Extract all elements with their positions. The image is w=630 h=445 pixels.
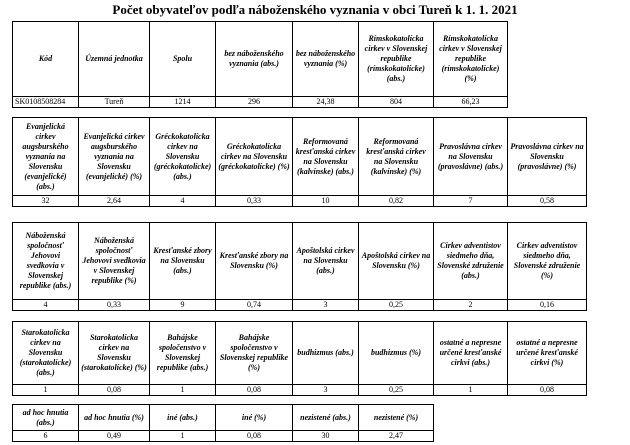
header-cell: Kresťanské zbory na Slovensku (abs.) [150, 223, 216, 300]
table-block-2 [12, 117, 587, 207]
value-row [13, 196, 587, 207]
header-cell: Gréckokatolícka cirkev na Slovensku (gréckokatolícke) (abs.) [150, 118, 216, 196]
header-cell: Pravoslávna cirkev na Slovensku (pravoslávne) (abs.) [434, 118, 508, 196]
value-cell: 2,64 [79, 196, 150, 207]
header-cell: Kresťanské zbory na Slovensku (%) [216, 223, 293, 300]
value-cell: 804 [359, 97, 434, 108]
value-row [13, 300, 587, 311]
header-cell: ad hoc hnutia (%) [79, 405, 150, 431]
value-cell: 6 [13, 431, 79, 442]
header-row [13, 223, 587, 300]
header-cell: Cirkev adventistov siedmeho dňa, Slovenské združenie (%) [508, 223, 587, 300]
value-cell: 1 [150, 431, 216, 442]
header-cell: Kód [13, 22, 79, 97]
value-cell: 32 [13, 196, 79, 207]
header-cell: Evanjelická cirkev augsburského vyznania na Slovensku (evanjelické) (abs.) [13, 118, 79, 196]
value-cell: 0,33 [79, 300, 150, 311]
value-cell: 2 [434, 300, 508, 311]
header-cell: nezistené (abs.) [293, 405, 359, 431]
value-cell: 0,33 [216, 196, 293, 207]
header-cell: Pravoslávna cirkev na Slovensku (pravoslávne) (%) [508, 118, 587, 196]
value-cell: 0,16 [508, 300, 587, 311]
header-cell: Rímskokatolícka cirkev v Slovenskej republike (rímskokatolícke) (abs.) [359, 22, 434, 97]
header-cell: Evanjelická cirkev augsburského vyznania na Slovensku (evanjelické) (%) [79, 118, 150, 196]
value-row [13, 431, 434, 442]
value-cell: 1 [434, 385, 508, 396]
value-cell: 9 [150, 300, 216, 311]
table-block-3 [12, 222, 587, 311]
header-cell: iné (abs.) [150, 405, 216, 431]
header-row [13, 322, 587, 385]
value-cell: 0,08 [79, 385, 150, 396]
header-cell: Starokatolícka cirkev na Slovensku (starokatolícke) (%) [79, 322, 150, 385]
value-row [13, 385, 587, 396]
header-cell: Reformovaná kresťanská cirkev na Slovensku (kalvínske) (%) [359, 118, 434, 196]
value-cell: 1 [13, 385, 79, 396]
value-cell: 4 [13, 300, 79, 311]
header-cell: Gréckokatolícka cirkev na Slovensku (gréckokatolícke) (%) [216, 118, 293, 196]
value-cell: 2,47 [359, 431, 434, 442]
value-cell: 0,74 [216, 300, 293, 311]
value-cell: 0,08 [508, 385, 587, 396]
value-cell: 1 [150, 385, 216, 396]
header-cell: Bahájske spoločenstvo v Slovenskej republike (%) [216, 322, 293, 385]
header-cell: Apoštolská cirkev na Slovensku (abs.) [293, 223, 359, 300]
value-cell: 0,25 [359, 300, 434, 311]
value-cell: 0,25 [359, 385, 434, 396]
value-cell: 0,58 [508, 196, 587, 207]
value-cell: 3 [293, 385, 359, 396]
header-row [13, 118, 587, 196]
header-cell: budhizmus (%) [359, 322, 434, 385]
header-cell: bez náboženského vyznania (abs.) [216, 22, 293, 97]
header-cell: iné (%) [216, 405, 293, 431]
header-cell: budhizmus (abs.) [293, 322, 359, 385]
header-cell: ostatné a nepresne určené kresťanské cirkvi (%) [508, 322, 587, 385]
header-row [13, 22, 508, 97]
value-cell: Tureň [79, 97, 150, 108]
header-cell: Reformovaná kresťanská cirkev na Slovensku (kalvínske) (abs.) [293, 118, 359, 196]
header-cell: Cirkev adventistov siedmeho dňa, Slovenské združenie (abs.) [434, 223, 508, 300]
header-cell: Apoštolská cirkev na Slovensku (%) [359, 223, 434, 300]
value-cell: 0,08 [216, 385, 293, 396]
value-cell: 296 [216, 97, 293, 108]
value-row [13, 97, 508, 108]
page-title: Počet obyvateľov podľa náboženského vyznania v obci Tureň k 1. 1. 2021 [112, 2, 518, 17]
value-cell: 0,49 [79, 431, 150, 442]
value-cell: 30 [293, 431, 359, 442]
value-cell: 3 [293, 300, 359, 311]
header-cell: Územná jednotka [79, 22, 150, 97]
header-cell: Spolu [150, 22, 216, 97]
value-cell: 10 [293, 196, 359, 207]
table-block-1 [12, 21, 508, 108]
header-cell: Náboženská spoločnosť Jehovovi svedkovia v Slovenskej republike (abs.) [13, 223, 79, 300]
header-row [13, 405, 434, 431]
table-block-5 [12, 404, 434, 442]
value-cell: 7 [434, 196, 508, 207]
header-cell: Rímskokatolícka cirkev v Slovenskej republike (rímskokatolícke) (%) [434, 22, 508, 97]
header-cell: nezistené (%) [359, 405, 434, 431]
header-cell: ad hoc hnutia (abs.) [13, 405, 79, 431]
value-cell: 0,82 [359, 196, 434, 207]
table-block-4 [12, 321, 587, 396]
value-cell: 1214 [150, 97, 216, 108]
value-cell: 24,38 [293, 97, 359, 108]
header-cell: Starokatolícka cirkev na Slovensku (starokatolícke) (abs.) [13, 322, 79, 385]
value-cell: 4 [150, 196, 216, 207]
value-cell: 66,23 [434, 97, 508, 108]
header-cell: Náboženská spoločnosť Jehovovi svedkovia v Slovenskej republike (%) [79, 223, 150, 300]
value-cell: SK0108508284 [13, 97, 79, 108]
header-cell: ostatné a nepresne určené kresťanské cirkvi (abs.) [434, 322, 508, 385]
header-cell: Bahájske spoločenstvo v Slovenskej republike (abs.) [150, 322, 216, 385]
value-cell: 0,08 [216, 431, 293, 442]
header-cell: bez náboženského vyznania (%) [293, 22, 359, 97]
